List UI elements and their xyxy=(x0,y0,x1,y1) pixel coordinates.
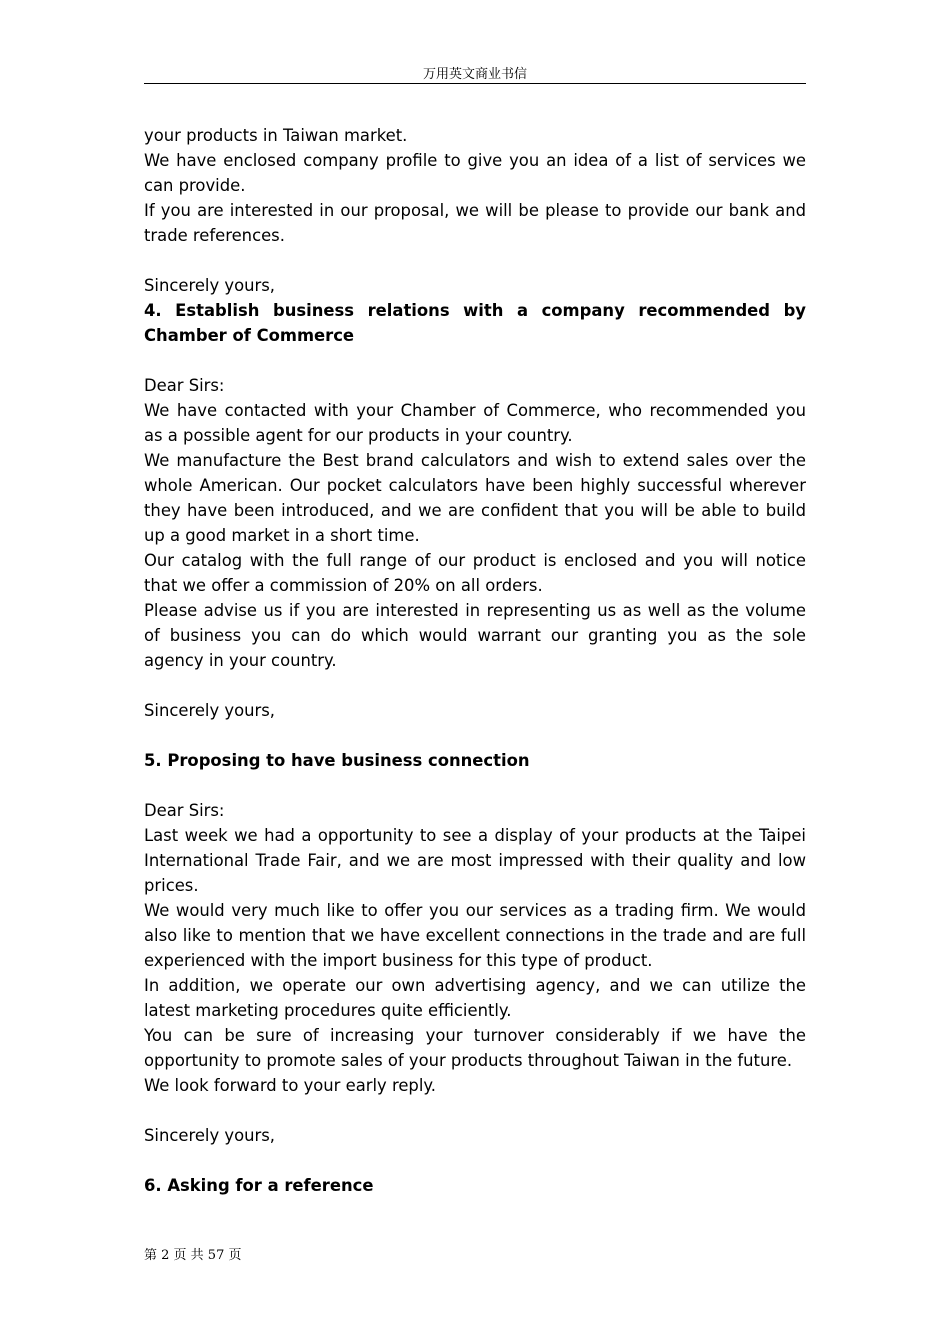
blank-line xyxy=(144,723,806,748)
paragraph: Please advise us if you are interested in representing us as well as the volume of business you can do which would warrant our granting you as the sole agency in your country. xyxy=(144,601,806,670)
closing: Sincerely yours, xyxy=(144,276,275,295)
paragraph: In addition, we operate our own advertising agency, and we can utilize the latest marketing procedures quite efficiently. xyxy=(144,976,806,1020)
document-body xyxy=(144,123,806,1198)
blank-line xyxy=(144,773,806,798)
paragraph: We have enclosed company profile to give you an idea of a list of services we can provide. xyxy=(144,151,806,195)
paragraph: You can be sure of increasing your turnover considerably if we have the opportunity to promote sales of your products throughout Taiwan in the future. xyxy=(144,1026,806,1070)
paragraph: We look forward to your early reply. xyxy=(144,1076,436,1095)
blank-line xyxy=(144,673,806,698)
blank-line xyxy=(144,348,806,373)
closing: Sincerely yours, xyxy=(144,701,275,720)
page-number: 第 2 页 共 57 页 xyxy=(144,1248,242,1263)
salutation: Dear Sirs: xyxy=(144,801,225,820)
section-heading: 4. Establish business relations with a company recommended by Chamber of Commerce xyxy=(144,301,806,345)
salutation: Dear Sirs: xyxy=(144,376,225,395)
section-heading: 6. Asking for a reference xyxy=(144,1176,374,1195)
paragraph: Last week we had a opportunity to see a display of your products at the Taipei International Trade Fair, and we are most impressed with their quality and low prices. xyxy=(144,826,806,895)
header-divider xyxy=(144,83,806,84)
paragraph: your products in Taiwan market. xyxy=(144,126,408,145)
paragraph: We manufacture the Best brand calculators and wish to extend sales over the whole American. Our pocket calculators have been highly successful wherever they have been introduced, and we are confident that you will be able to build up a good market in a short time. xyxy=(144,451,806,545)
header-title: 万用英文商业书信 xyxy=(422,67,527,82)
blank-line xyxy=(144,1148,806,1173)
paragraph: Our catalog with the full range of our product is enclosed and you will notice that we offer a commission of 20% on all orders. xyxy=(144,551,806,595)
blank-line xyxy=(144,1098,806,1123)
paragraph: We would very much like to offer you our services as a trading firm. We would also like to mention that we have excellent connections in the trade and are full experienced with the import business for this type of product. xyxy=(144,901,806,970)
closing: Sincerely yours, xyxy=(144,1126,275,1145)
blank-line xyxy=(144,248,806,273)
paragraph: We have contacted with your Chamber of Commerce, who recommended you as a possible agent for our products in your country. xyxy=(144,401,806,445)
paragraph: If you are interested in our proposal, we will be please to provide our bank and trade references. xyxy=(144,201,806,245)
section-heading: 5. Proposing to have business connection xyxy=(144,751,530,770)
